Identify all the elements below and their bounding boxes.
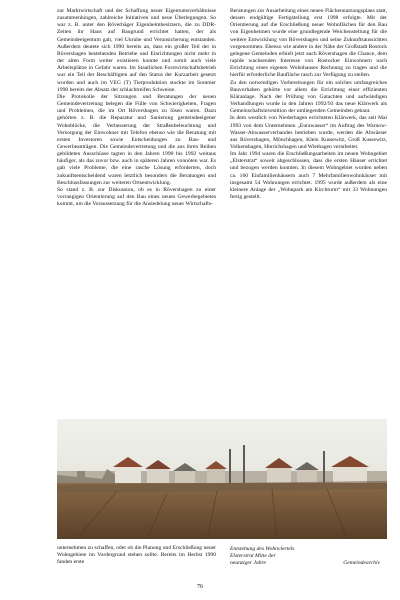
paragraph: So stand z. B. zur Diskussion, ob es in Rövershagen zu einer vorrangigen Orientierung auf den Bau eines neuen Gewerbegebietes kommt, um die Voraussetzung für die Ansiedelung neuer Wirtschafts- <box>57 186 216 208</box>
photo-caption <box>230 546 390 567</box>
paragraph: Die Protokolle der Sitzungen und Beratungen der neuen Gemeindevertretung belegen die Fülle von Schwierigkeiten, Fragen und Problemen, die im Ort Rövershagen zu lösen waren. Dazu gehörten z. B. die Reparatur und Sanierung gemeindeeigener Wohnblöcke, die Verbesserung der Straßenbeleuchtung und Versorgung der Einwohner mit Telefon ebenso wie die Beratung mit ersten Investoren sowie Entscheidungen zu Bau- und Gewerbeanträgen. Die Gemeindevertretung und die aus ihren Reihen gebildeten Ausschüsse tagten in den Jahren 1990 bis 1992 weitaus häufiger, als das zuvor bzw. auch in späteren Jahren vonnöten war. Es gab viele Probleme, die eine rasche Lösung erforderten, doch zukunftsentscheidend waren letztlich besonders die Beratungen und Beschlussfassungen zur weiteren Ortsentwicklung. <box>57 93 216 186</box>
paragraph: zur Marktwirtschaft und der Schaffung neuer Eigentumsverhältnisse zusammenhingen, zahlreiche Initiativen und neue Überlegungen. So war z. B. unter den Röverhäger Eigenheimbesitzern, die zu DDR-Zeiten ihr Haus auf Baugrund errichtet hatten, der als Gemeindeeigentum galt, viel Unruhe und Verunsicherung entstanden. Außerdem deutete sich 1990 bereits an, dass ein großer Teil der in Rövershagen bestehenden Betriebe und Einrichtungen nicht mehr in der alten Form weiter existieren konnte und somit auch viele Arbeitsplätze in Gefahr waren. Im Staatlichen Forstwirtschaftsbetrieb war ein Teil der Beschäftigten auf den Status der Kurzarbeit gesetzt worden und auch im VEG (T) Tierproduktion stockte im Sommer 1990 bereits der Absatz der schlachtreifen Schweine. <box>57 8 216 93</box>
continued-paragraph: unternehmen zu schaffen, oder ob die Planung und Erschließung neuer Wohngebiete im Vordergrund stehen sollte. Bereits im Herbst 1990 fanden erste <box>57 545 216 566</box>
page-number: 76 <box>197 584 203 590</box>
photo-credit: Gemeindearchiv <box>343 560 380 566</box>
right-text-column <box>230 8 387 201</box>
paragraph: Zu den notwendigen Vorbereitungen für ein solches umfangreiches Bauvorhaben gehörte vor allem die Errichtung einer effizienten Kläranlage. Nach der Prüfung von Gutachten und aufwändigen Verhandlungen wurde in den Jahren 1992/93 das neue Klärwerk als Gemeinschaftsinvestition der umliegenden Gemeinden gebaut. <box>230 79 387 115</box>
paragraph: Beratungen zur Ausarbeitung eines neuen Flächennutzungsplans statt, dessen endgültige Fertigstellung erst 1998 erfolgte. Mit der Orientierung auf die Erschließung neuer Wohnflächen für den Bau von Eigenheimen wurde eine grundlegende Weichenstellung für die weitere Entwicklung von Rövershagen und seine Zukunftsaussichten vorgenommen. Ebenso wie andere in der Nähe der Großstadt Rostock gelegene Gemeinden erhielt jetzt auch Rövershagen die Chance, dem rapide wachsenden Interesse von Rostocker Einwohnern nach Errichtung eines eigenen Wohnhauses Rechnung zu tragen und die hierfür erforderliche Baufläche rasch zur Verfügung zu stellen. <box>230 8 387 79</box>
caption-line: Elsterstrat Mitte der <box>230 553 276 560</box>
paragraph: In dem westlich von Niederhagen errichteten Klärwerk, das seit Mai 1993 von dem Unternehmen „Eurawasser“ im Auftrag des Warnow-Wasser-Abwasserverbandes betrieben wurde, werden die Abwässer aus Rövershagen, Mönchhagen, Klein Kussewitz, Groß Kussewitz, Volkenshagen, Hinrichshagen und Wiethagen verarbeitet. <box>230 115 387 150</box>
paragraph: Im Jahr 1994 waren die Erschließungsarbeiten im neuen Wohngebiet „Elsterstrat“ soweit abgeschlossen, dass die ersten Häuser errichtet und bezogen werden konnten. In diesem Wohngebiet wurden neben ca. 160 Einfamilienhäusern auch 7 Mehrfamilienwohnhäuser mit insgesamt 54 Wohnungen errichtet. 1995 wurde außerdem als eine kleinere Anlage der „Wohnpark am Kirchturm“ mit 33 Wohnungen fertig gestellt. <box>230 151 387 201</box>
caption-line: Entstehung des Wohnviertels <box>230 546 295 552</box>
caption-line: neunziger Jahre <box>230 560 266 567</box>
photo-illustration <box>57 419 387 539</box>
left-text-column <box>57 8 216 208</box>
housing-photo <box>57 419 387 539</box>
